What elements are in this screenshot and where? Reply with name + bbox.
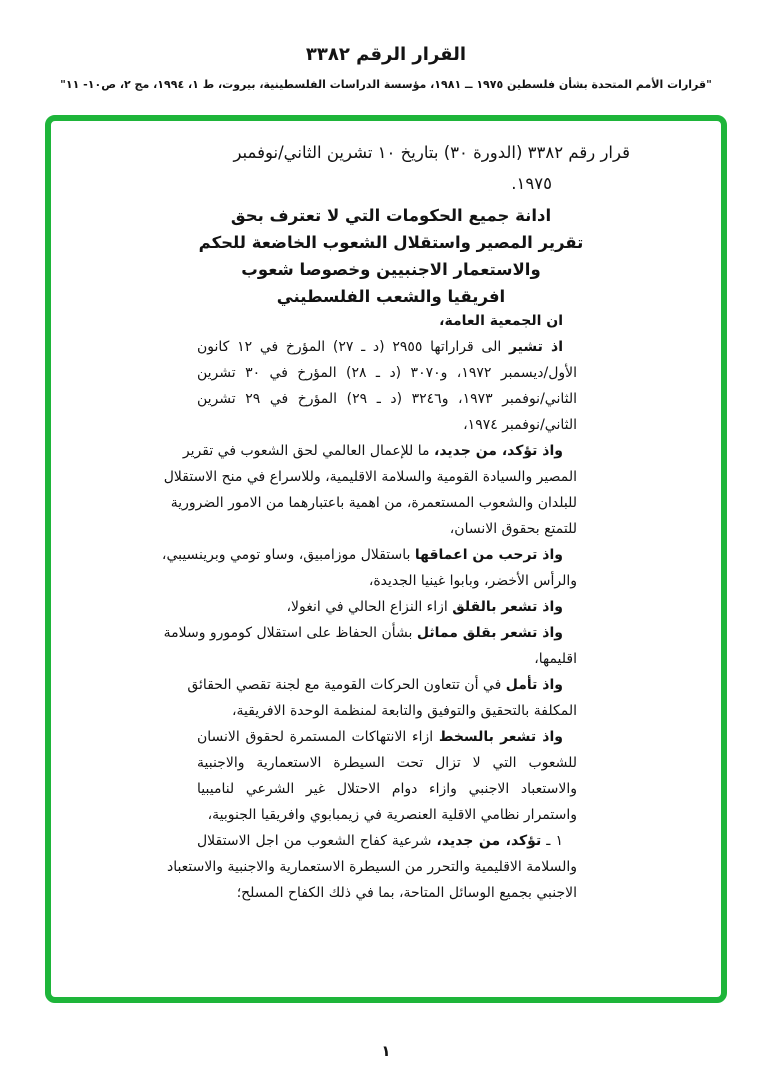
text-line: والاستعباد الاجنبي وازاء دوام الاحتلال غير الشرعي لناميبيا [197,781,577,797]
text-line: واذ تشعر بالقلق ازاء النزاع الحالي في انغولا، [286,599,563,615]
preamble-welcoming [161,542,577,594]
text-line: المكلفة بالتحقيق والتوفيق والتابعة لمنظمة الوحدة الافريقية، [231,703,577,719]
text-line: واذ تشعر بالسخط ازاء الانتهاكات المستمرة لحقوق الانسان [197,729,563,745]
preamble-hoping [187,672,577,724]
operative-paragraph-1 [166,828,577,906]
preamble-indignation [197,724,577,828]
text-line: الأول/ديسمبر ١٩٧٢، و٣٠٧٠ (د ـ ٢٨) المؤرخ في ٣٠ تشرين [197,365,578,381]
preamble-concern-angola [197,594,577,620]
text-line: المصير والسيادة القومية والسلامة الاقليمية، وللاسراع في منح الاستقلال [163,469,577,485]
text-line: واذ تؤكد، من جديد، ما للإعمال العالمي لحق الشعوب في تقرير [182,443,563,459]
text-line: ان الجمعية العامة، [439,313,563,329]
preamble-concern-comoros [163,620,577,672]
page-number: ١ [381,1042,391,1060]
text-line: الثاني/نوفمبر ١٩٧٤، [463,417,577,433]
text-line: اقليمها، [534,651,577,667]
resolution-opening [190,137,630,199]
preamble-recalling [197,334,577,438]
text-line: للبلدان والشعوب المستعمرة، من اهمية باعتبارهما من الامور الضرورية [170,495,577,511]
preamble-intro [197,308,577,334]
text-line: واذ ترحب من اعماقها باستقلال موزامبيق، وساو تومي وبرينسيبي، [161,547,563,563]
text-line: للتمتع بحقوق الانسان، [449,521,577,537]
text-line: والاستعمار الاجنبيين وخصوصا شعوب [241,260,541,279]
text-line: تقرير المصير واستقلال الشعوب الخاضعة للحكم [198,233,584,252]
text-line: ادانة جميع الحكومات التي لا تعترف بحق [230,206,552,225]
text-line: واذ تشعر بقلق مماثل بشأن الحفاظ على استقلال كومورو وسلامة [163,625,563,641]
preamble-reaffirming [163,438,577,542]
text-line: ١ ـ تؤكد، من جديد، شرعية كفاح الشعوب من اجل الاستقلال [197,833,563,849]
text-line: اذ تشير الى قراراتها ٢٩٥٥ (د ـ ٢٧) المؤرخ في ١٢ كانون [197,339,563,355]
text-line: والرأس الأخضر، وبابوا غينيا الجديدة، [368,573,577,589]
source-citation: "قرارات الأمم المتحدة بشأن فلسطين ١٩٧٥ ــ ١٩٨١، مؤسسة الدراسات الفلسطينية، بيروت، ط ١، ١٩٩٤، مج ٢، ص١٠- ١١" [60,78,712,91]
text-line: والسلامة الاقليمية والتحرر من السيطرة الاستعمارية والاجنبية والاستعباد [166,859,577,875]
text-line: للشعوب التي لا تزال تحت السيطرة الاستعمارية والاجنبية [197,755,577,771]
text-line: الثاني/نوفمبر ١٩٧٣، و٣٢٤٦ (د ـ ٢٩) المؤرخ في ٢٩ تشرين [197,391,577,407]
resolution-body [161,308,578,906]
text-line: ١٩٧٥. [511,174,552,193]
text-line: قرار رقم ٣٣٨٢ (الدورة ٣٠) بتاريخ ١٠ تشرين الثاني/نوفمبر [233,143,630,162]
text-line: واذ تأمل في أن تتعاون الحركات القومية مع لجنة تقصي الحقائق [187,677,563,693]
resolution-title [171,202,611,310]
text-line: افريقيا والشعب الفلسطيني [276,287,506,306]
resolution-number-heading: القرار الرقم ٣٣٨٢ [305,44,467,65]
text-line: الاجنبي بجميع الوسائل المتاحة، بما في ذلك الكفاح المسلح؛ [236,885,577,901]
text-line: واستمرار نظامي الاقلية العنصرية في زيمبابوي وافريقيا الجنوبية، [207,807,577,823]
